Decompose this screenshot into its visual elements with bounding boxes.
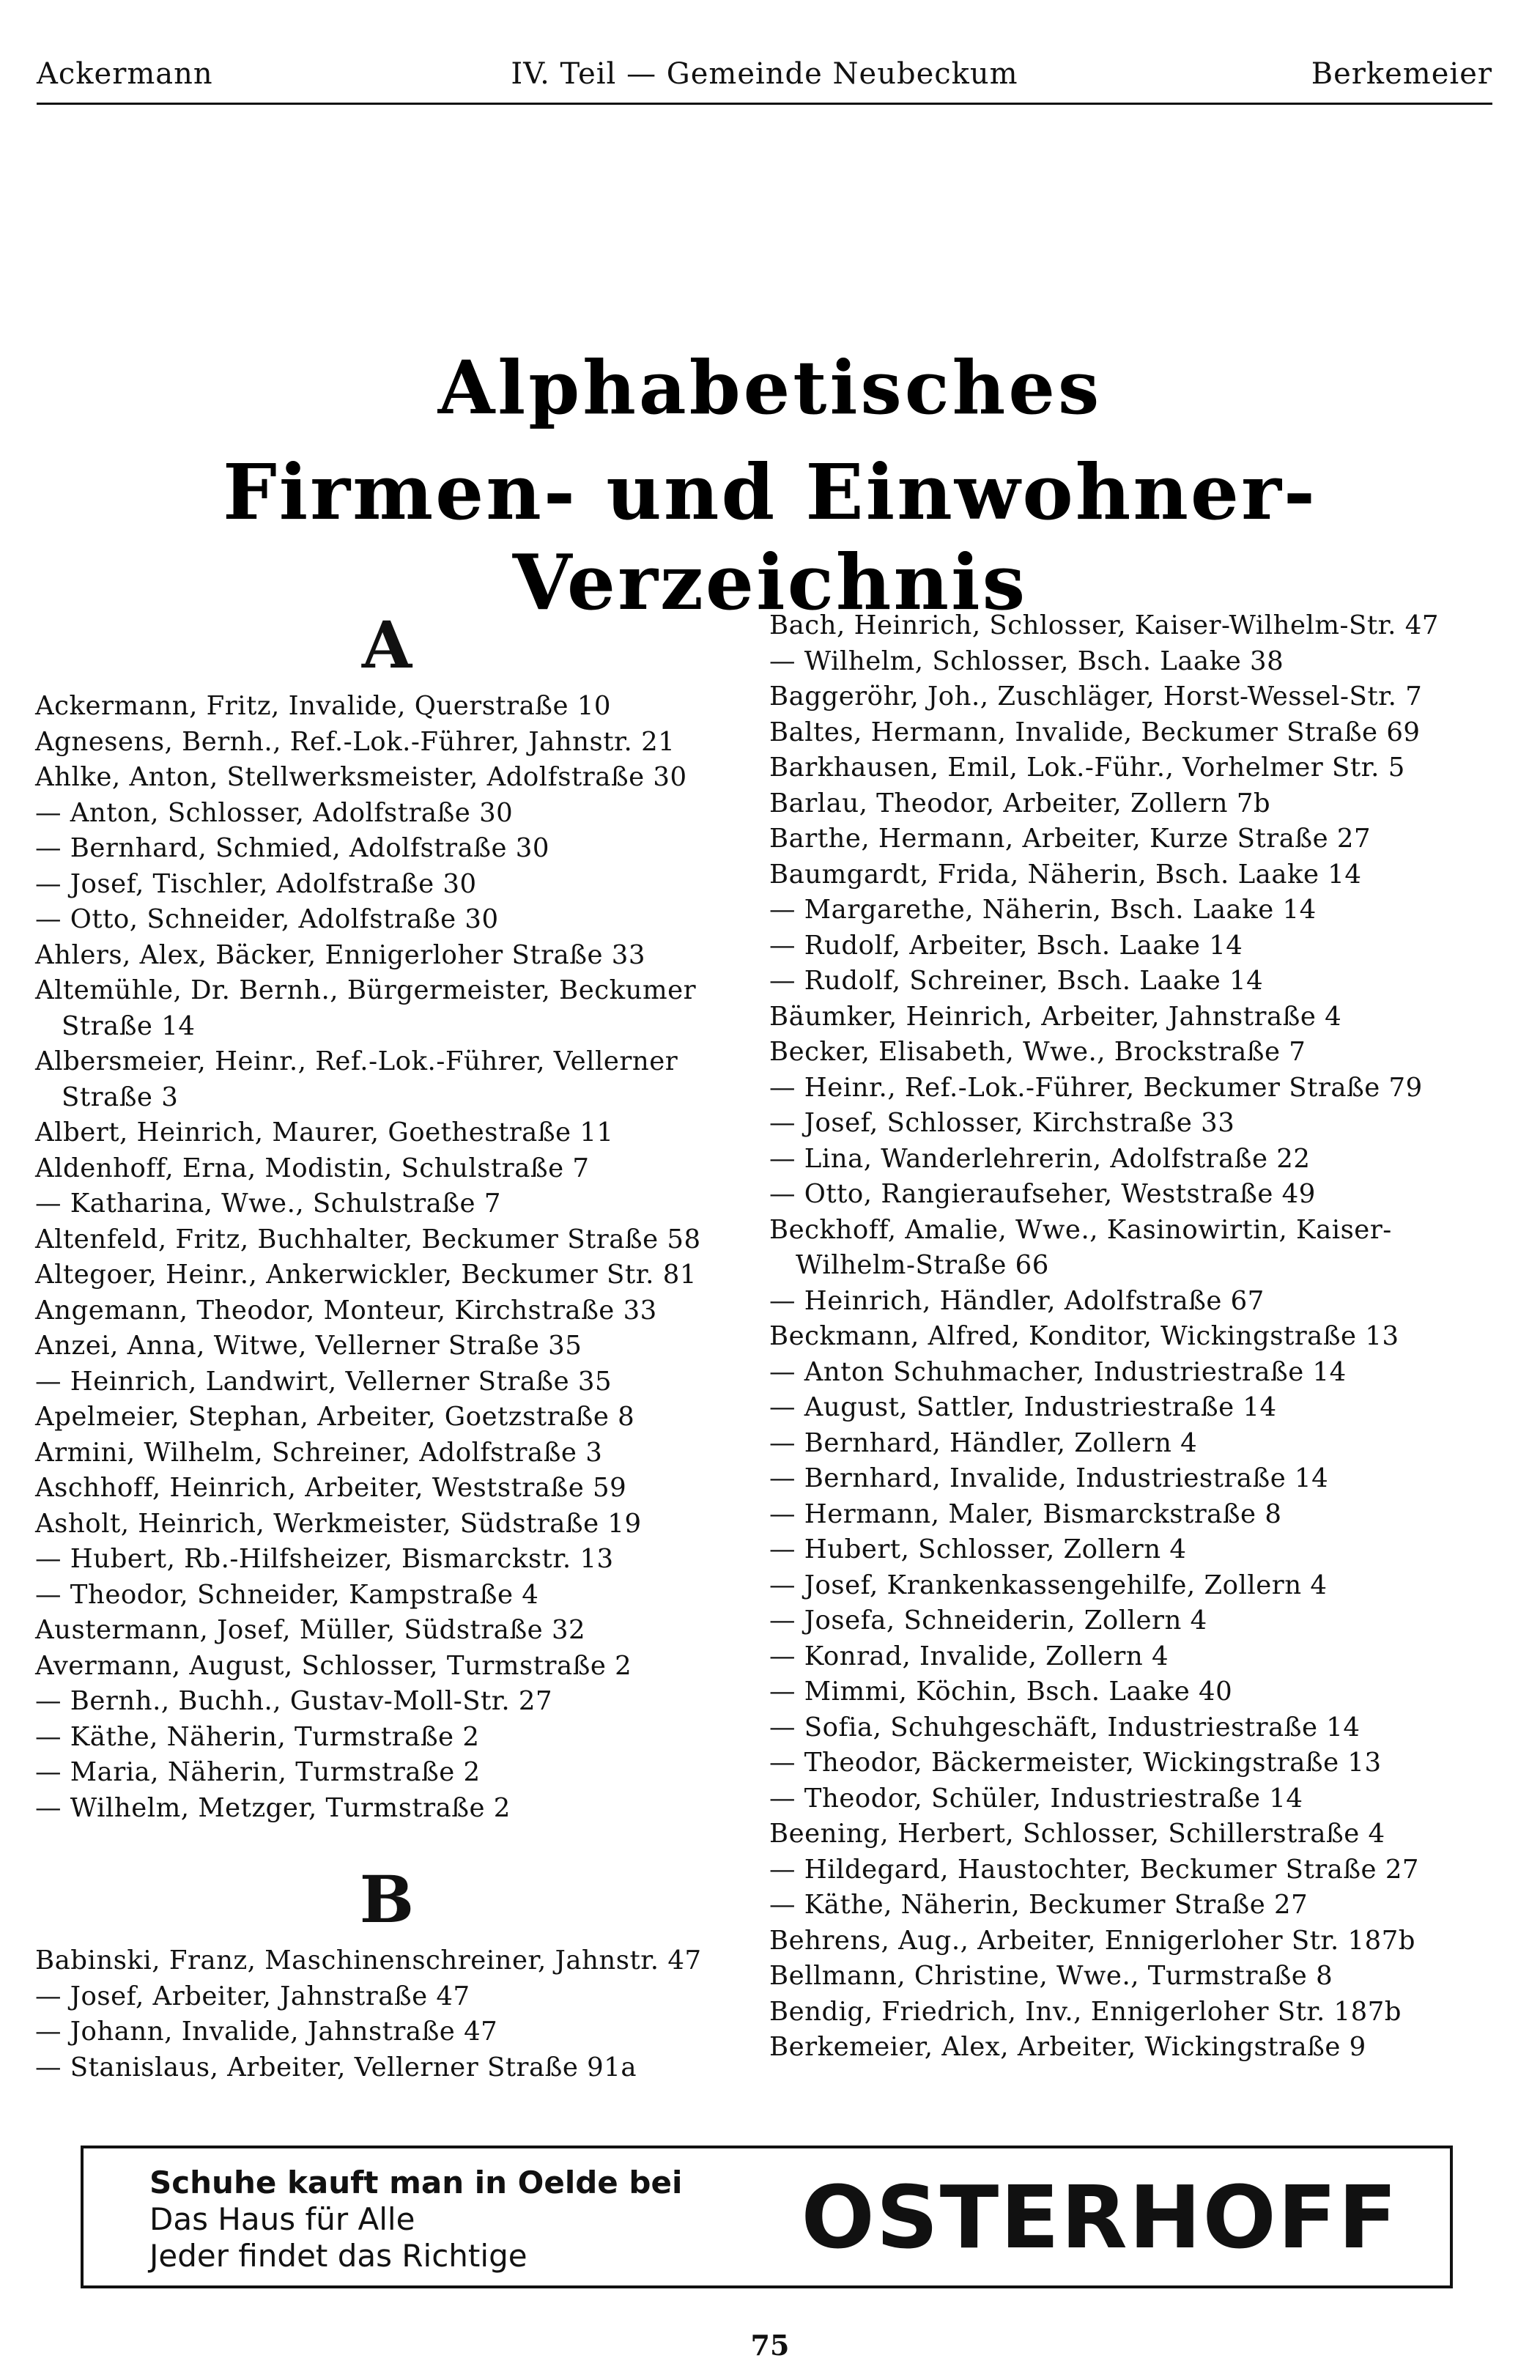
directory-entry: — Theodor, Schüler, Industriestraße 14 <box>769 1783 1303 1814</box>
directory-entry: Beening, Herbert, Schlosser, Schillerstraße 4 <box>769 1819 1385 1849</box>
directory-entry: Behrens, Aug., Arbeiter, Ennigerloher Str. 187b <box>769 1925 1416 1956</box>
directory-entry: — Johann, Invalide, Jahnstraße 47 <box>35 2017 498 2047</box>
entries-b <box>35 1943 738 2085</box>
directory-entry: Asholt, Heinrich, Werkmeister, Südstraße 19 <box>35 1508 642 1539</box>
directory-entry: Beckmann, Alfred, Konditor, Wickingstraße 13 <box>769 1321 1399 1351</box>
directory-entry: — Käthe, Näherin, Turmstraße 2 <box>35 1721 480 1752</box>
directory-entry: — Anton, Schlosser, Adolfstraße 30 <box>35 797 514 828</box>
directory-entry: — Mimmi, Köchin, Bsch. Laake 40 <box>769 1677 1233 1707</box>
directory-entry: Baggeröhr, Joh., Zuschläger, Horst-Wessel-Str. 7 <box>769 681 1423 712</box>
directory-entry: Altenfeld, Fritz, Buchhalter, Beckumer Straße 58 <box>35 1224 701 1254</box>
directory-entry: Baltes, Hermann, Invalide, Beckumer Straße 69 <box>769 717 1421 747</box>
directory-entry: — Lina, Wanderlehrerin, Adolfstraße 22 <box>769 1143 1311 1174</box>
section-letter-a: A <box>361 607 412 683</box>
directory-entry: — Theodor, Schneider, Kampstraße 4 <box>35 1579 539 1610</box>
directory-entry: Barkhausen, Emil, Lok.-Führ., Vorhelmer Str. 5 <box>769 753 1405 783</box>
directory-entry: Ahlers, Alex, Bäcker, Ennigerloher Straße 33 <box>35 939 645 970</box>
directory-entry: — Rudolf, Arbeiter, Bsch. Laake 14 <box>769 930 1243 961</box>
directory-entry: Anzei, Anna, Witwe, Vellerner Straße 35 <box>35 1331 582 1361</box>
directory-entry: Apelmeier, Stephan, Arbeiter, Goetzstraße 8 <box>35 1402 635 1432</box>
directory-entry: — Stanislaus, Arbeiter, Vellerner Straße 91a <box>35 2052 637 2082</box>
directory-entry: — Hermann, Maler, Bismarckstraße 8 <box>769 1498 1282 1529</box>
directory-entry: — Josef, Krankenkassengehilfe, Zollern 4 <box>769 1570 1328 1600</box>
directory-entry: Wilhelm-Straße 66 <box>796 1250 1049 1280</box>
directory-entry: Baumgardt, Frida, Näherin, Bsch. Laake 14 <box>769 859 1362 890</box>
directory-entry: Bendig, Friedrich, Inv., Ennigerloher Str. 187b <box>769 1996 1402 2027</box>
directory-entry: Babinski, Franz, Maschinenschreiner, Jahnstr. 47 <box>35 1945 702 1976</box>
directory-entry: — Wilhelm, Metzger, Turmstraße 2 <box>35 1792 511 1823</box>
directory-entry: — Heinrich, Händler, Adolfstraße 67 <box>769 1285 1265 1316</box>
directory-entry: — Otto, Rangieraufseher, Weststraße 49 <box>769 1179 1316 1209</box>
directory-entry: Albert, Heinrich, Maurer, Goethestraße 11 <box>35 1117 614 1148</box>
directory-entry: — Theodor, Bäckermeister, Wickingstraße 13 <box>769 1748 1382 1778</box>
directory-entry: — Hildegard, Haustochter, Beckumer Straße 27 <box>769 1854 1420 1885</box>
directory-entry: — Käthe, Näherin, Beckumer Straße 27 <box>769 1890 1308 1920</box>
directory-entry: Altemühle, Dr. Bernh., Bürgermeister, Beckumer <box>35 975 697 1005</box>
directory-entry: Straße 3 <box>62 1082 179 1112</box>
directory-entry: — Wilhelm, Schlosser, Bsch. Laake 38 <box>769 646 1284 676</box>
title-line-2: Firmen- und Einwohner-Verzeichnis <box>222 447 1318 627</box>
directory-entry: Aschhoff, Heinrich, Arbeiter, Weststraße 59 <box>35 1473 627 1503</box>
directory-entry: Straße 14 <box>62 1010 196 1041</box>
advertisement-box <box>81 2146 1453 2288</box>
running-header <box>37 57 1492 101</box>
ad-line-3: Jeder findet das Richtige <box>149 2238 527 2274</box>
directory-entry: Berkemeier, Alex, Arbeiter, Wickingstraße 9 <box>769 2032 1366 2062</box>
directory-entry: — Maria, Näherin, Turmstraße 2 <box>35 1757 481 1787</box>
directory-entry: — Hubert, Rb.-Hilfsheizer, Bismarckstr. 13 <box>35 1544 614 1574</box>
directory-entry: — Margarethe, Näherin, Bsch. Laake 14 <box>769 895 1317 925</box>
directory-entry: — Josef, Arbeiter, Jahnstraße 47 <box>35 1981 470 2011</box>
header-left: Ackermann <box>37 57 213 91</box>
page-number: 75 <box>750 2329 790 2362</box>
directory-entry: — August, Sattler, Industriestraße 14 <box>769 1392 1277 1422</box>
header-right: Berkemeier <box>1311 57 1492 91</box>
directory-entry: — Bernhard, Schmied, Adolfstraße 30 <box>35 833 549 863</box>
directory-entry: — Katharina, Wwe., Schulstraße 7 <box>35 1189 501 1219</box>
header-center: IV. Teil — Gemeinde Neubeckum <box>511 57 1018 91</box>
directory-entry: Bäumker, Heinrich, Arbeiter, Jahnstraße 4 <box>769 1001 1342 1032</box>
directory-entry: — Heinrich, Landwirt, Vellerner Straße 35 <box>35 1366 612 1397</box>
directory-entry: — Bernhard, Invalide, Industriestraße 14 <box>769 1463 1329 1493</box>
directory-entry: Barlau, Theodor, Arbeiter, Zollern 7b <box>769 788 1271 818</box>
left-column <box>35 601 738 2085</box>
directory-entry: — Otto, Schneider, Adolfstraße 30 <box>35 904 499 934</box>
ad-line-2: Das Haus für Alle <box>149 2201 415 2237</box>
section-letter-b: B <box>359 1861 415 1937</box>
directory-entry: — Josef, Tischler, Adolfstraße 30 <box>35 868 477 899</box>
ad-text <box>149 2165 682 2274</box>
entries-a <box>35 689 738 1826</box>
directory-entry: Ackermann, Fritz, Invalide, Querstraße 10 <box>35 691 611 721</box>
directory-entry: Barthe, Hermann, Arbeiter, Kurze Straße 27 <box>769 824 1371 854</box>
directory-entry: — Josefa, Schneiderin, Zollern 4 <box>769 1605 1207 1636</box>
directory-entry: Avermann, August, Schlosser, Turmstraße 2 <box>35 1650 632 1681</box>
directory-entry: Ahlke, Anton, Stellwerksmeister, Adolfstraße 30 <box>35 762 687 792</box>
directory-entry: — Bernhard, Händler, Zollern 4 <box>769 1427 1198 1458</box>
ad-line-1: Schuhe kauft man in Oelde bei <box>149 2165 683 2200</box>
directory-entry: — Konrad, Invalide, Zollern 4 <box>769 1641 1169 1671</box>
directory-entry: — Anton Schuhmacher, Industriestraße 14 <box>769 1356 1347 1387</box>
directory-entry: Bach, Heinrich, Schlosser, Kaiser-Wilhelm-Str. 47 <box>769 610 1439 640</box>
directory-entry: Armini, Wilhelm, Schreiner, Adolfstraße 3 <box>35 1437 603 1468</box>
directory-entry: Angemann, Theodor, Monteur, Kirchstraße 33 <box>35 1295 657 1326</box>
directory-entry: — Rudolf, Schreiner, Bsch. Laake 14 <box>769 966 1264 996</box>
directory-entry: Beckhoff, Amalie, Wwe., Kasinowirtin, Kaiser- <box>769 1214 1392 1245</box>
directory-entry: — Bernh., Buchh., Gustav-Moll-Str. 27 <box>35 1686 553 1716</box>
directory-entry: Becker, Elisabeth, Wwe., Brockstraße 7 <box>769 1037 1306 1067</box>
directory-entry: — Heinr., Ref.-Lok.-Führer, Beckumer Straße 79 <box>769 1072 1423 1103</box>
directory-entry: Altegoer, Heinr., Ankerwickler, Beckumer Str. 81 <box>35 1260 697 1290</box>
entries-right <box>769 608 1506 2066</box>
directory-entry: Austermann, Josef, Müller, Südstraße 32 <box>35 1615 586 1645</box>
ad-brand: OSTERHOFF <box>801 2167 1399 2268</box>
header-rule <box>37 103 1492 105</box>
directory-entry: — Josef, Schlosser, Kirchstraße 33 <box>769 1108 1235 1138</box>
directory-entry: — Hubert, Schlosser, Zollern 4 <box>769 1534 1187 1564</box>
directory-entry: — Sofia, Schuhgeschäft, Industriestraße 14 <box>769 1712 1361 1742</box>
directory-entry: Albersmeier, Heinr., Ref.-Lok.-Führer, Vellerner <box>35 1046 678 1076</box>
directory-entry: Agnesens, Bernh., Ref.-Lok.-Führer, Jahnstr. 21 <box>35 726 675 757</box>
right-column <box>769 608 1506 2066</box>
directory-entry: Bellmann, Christine, Wwe., Turmstraße 8 <box>769 1961 1333 1991</box>
directory-entry: Aldenhoff, Erna, Modistin, Schulstraße 7 <box>35 1153 590 1183</box>
title-line-1: Alphabetisches <box>437 344 1103 431</box>
